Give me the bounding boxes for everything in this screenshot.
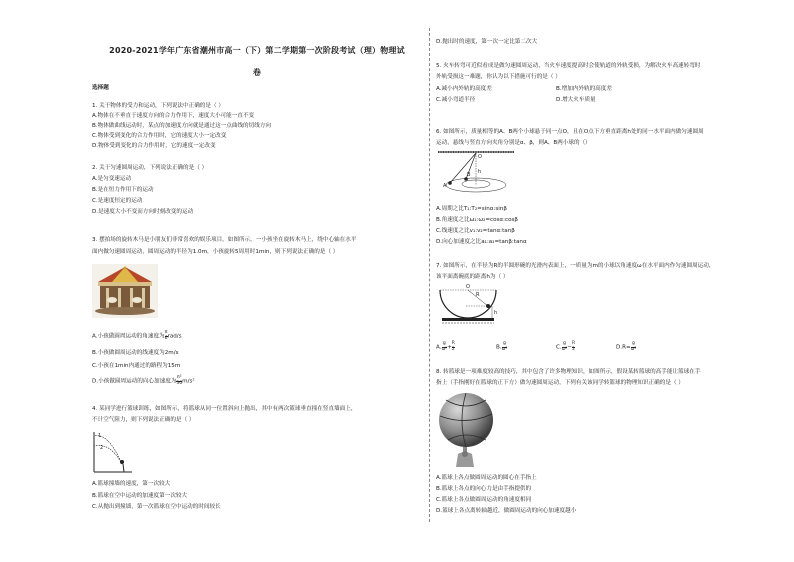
q2-option-c: C.是速度恒定的运动 [92, 198, 143, 204]
q2-option-b: B.是在恒力作用下的运动 [92, 187, 154, 193]
q6-option-d: D.向心加速度之比a₁:a₂=tanβ:tanα [436, 239, 527, 245]
q8-stem-line2: 指上（手指刚好在篮球的正下方）做匀速圆周运动，下列有关该同学转篮球的物理知识正确的是（ ） [436, 380, 684, 386]
q2-option-a: A.是匀变速运动 [92, 176, 132, 182]
q8-option-d: D.篮球上各点离转轴越近，做圆周运动的向心加速度越小 [436, 508, 577, 514]
q7a-fraction: $\frac{g}{\text{ω²}}$ [441, 341, 448, 352]
section-heading: 选择题 [92, 85, 109, 91]
q3-stem-line1: 3. 摆拍场的旋转木马是小朋友们非常喜欢的娱乐项目，如图所示，一小孩坐在旋转木马上，绕中心轴在水平 [92, 237, 357, 243]
q6-stem-line1: 6. 如图所示，质量相等的A、B两个小球悬于同一点O，且在O点下方垂直距离h处的同一水平面内做匀速圆周 [436, 129, 704, 135]
bowl-height-label: h [494, 310, 498, 316]
exam-title [92, 40, 422, 84]
q7c-fraction: $\frac{g}{\text{ω²}}$ [561, 341, 568, 352]
q8-option-c: C.篮球上各点做圆周运动的角速度相同 [436, 497, 532, 503]
bowl-center-label: O [466, 284, 470, 290]
q7-stem-line1: 7. 如图所示，在半径为R的半圆形碗的光滑内表面上，一质量为m的小球以角速度ω在水平面内作匀速圆周运动， [436, 263, 715, 269]
q8-option-b: B.篮球上各点的向心力是由手指提供的 [436, 486, 532, 492]
q6-stem-line2: 运动，悬线与竖直方向夹角分别是α、β，则A、B两小球的（） [436, 140, 591, 146]
q8-stem-line1: 8. 转篮球是一项难度较高的技巧，其中包含了许多物理知识，如图所示，假设某转篮球的高手能让篮球在手 [436, 369, 701, 375]
q5-option-d: D.增大火车质量 [556, 97, 596, 103]
exam-title-line2: 卷 [252, 68, 262, 77]
q3-option-d-unit: m/s² [182, 378, 195, 385]
q4-option-c: C.从抛出到撞墙，第一次篮球在空中运动的时间较长 [92, 504, 221, 510]
q2-stem: 2. 关于匀速圆周运动，下列说法正确的是（ ） [92, 165, 208, 171]
q6-option-c: C.线速度之比v₁:v₂=tanα:tanβ [436, 228, 515, 234]
q5-option-b: B.增加内外轨的高度差 [556, 86, 612, 92]
q7-option-d [616, 342, 636, 352]
q7-option-d-text: D.R= [616, 344, 631, 351]
q7b-fraction: $\frac{g}{\text{ω²}}$ [501, 341, 508, 352]
hemispherical-bowl-diagram [436, 282, 500, 328]
height-label: h [478, 169, 482, 175]
q7-option-b [496, 342, 507, 352]
conical-pendulum-diagram [436, 149, 516, 199]
q7d-fraction: $\frac{g}{\text{ω²}}$ [630, 341, 637, 352]
q3a-denominator: 6 [164, 335, 168, 341]
q3d-denominator: 36 [176, 380, 183, 386]
q3-option-b: B.小孩做圆周运动的线速度为2m/s [92, 350, 179, 356]
pivot-label: O [478, 154, 482, 160]
q7-stem-line2: 该平面离碗底的距离h为（ ） [436, 274, 509, 280]
q3-stem-line2: 面内做匀速圆周运动，圆周运动的半径为1.0m，小孩旋转5周用时1min，则下列说法正确的是（ ） [92, 249, 339, 255]
q8-option-a: A.篮球上各点做圆周运动的圆心在手指上 [436, 475, 537, 481]
ball-b-label: B [467, 172, 471, 178]
q3-option-a-unit: rad/s [167, 333, 182, 340]
q3a-numerator: π [164, 330, 168, 335]
q5-stem-line2: 外轨受损这一难题，你认为以下措施可行的是（ ） [436, 74, 561, 80]
ball-a-label: A [443, 183, 447, 189]
q4-option-a: A.篮球撞墙的速度，第一次较大 [92, 481, 171, 487]
q7-option-c-text: C. [556, 344, 562, 351]
q5-option-a: A.减小内外轨的高度差 [436, 86, 492, 92]
q3-option-d-text: D.小孩做圆周运动的向心加速度为 [92, 378, 177, 385]
q4-option-d: D.抛出时的速度，第一次一定比第二次大 [436, 39, 538, 45]
basketball-wall-diagram [92, 428, 134, 474]
column-divider [429, 28, 430, 522]
q1-option-b: B.物体做曲线运动时，某点的加速度方向就是通过这一点曲线的切线方向 [92, 123, 272, 129]
trajectory-label-1: 1 [98, 433, 102, 439]
q7-option-a-text: A. [436, 344, 442, 351]
q1-option-c: C.物体受到变化的合力作用时，它的速度大小一定改变 [92, 133, 227, 139]
q4-option-b: B.篮球在空中运动的加速度第一次较大 [92, 493, 188, 499]
q4-stem-line1: 4. 某同学进行篮球训练，如图所示，将篮球从同一位置斜向上抛出，其中有两次篮球垂直撞在竖直墙面上， [92, 406, 357, 412]
q1-stem: 1. 关于物体的受力和运动，下列说法中正确的是（ ） [92, 103, 224, 109]
q3-option-c: C.小孩在1min内通过的路程为15m [92, 363, 181, 369]
q1-option-d: D.物体受到变化的合力作用时，它的速度一定改变 [92, 143, 216, 149]
q7-option-a: A. $\frac{g}{\text{ω²}}$ + $\frac{R}{2}$ [436, 341, 455, 352]
bowl-radius-label: R [476, 292, 480, 298]
q1-option-a: A.物体在不垂直于速度方向的合力作用下，速度大小可能一直不变 [92, 113, 255, 119]
q6-option-a: A.周期之比T₁:T₂=sinα:sinβ [436, 206, 507, 212]
q3d-numerator: π² [177, 375, 182, 380]
q6-option-b: B.角速度之比ω₁:ω₂=cosα:cosβ [436, 217, 518, 223]
spinning-basketball-image [436, 392, 498, 468]
q3-option-a [92, 331, 182, 341]
q3-option-a-text: A.小孩做圆周运动的角速度为 [92, 333, 165, 340]
exam-title-line1: 2020-2021学年广东省潮州市高一（下）第二学期第一次阶段考试（理）物理试 [109, 46, 405, 55]
q4-stem-line2: 不计空气阻力，则下列说法正确的是（ ） [92, 417, 195, 423]
q2-option-d: D.是速度大小不变而方向时刻改变的运动 [92, 209, 194, 215]
q5-stem-line1: 5. 火车转弯可近似看成是做匀速圆周运动，当火车速度提高时会使轨道的外轨受损，为解决火车高速转弯时 [436, 63, 701, 69]
q7-option-c: C. $\frac{g}{\text{ω²}}$ − $\frac{R}{2}$ [556, 341, 576, 352]
q5-option-c: C.减小弯道半径 [436, 97, 476, 103]
carousel-image [92, 264, 158, 318]
q3-option-d [92, 376, 195, 386]
trajectory-label-2: 2 [100, 445, 104, 451]
q7-option-b-text: B. [496, 344, 502, 351]
